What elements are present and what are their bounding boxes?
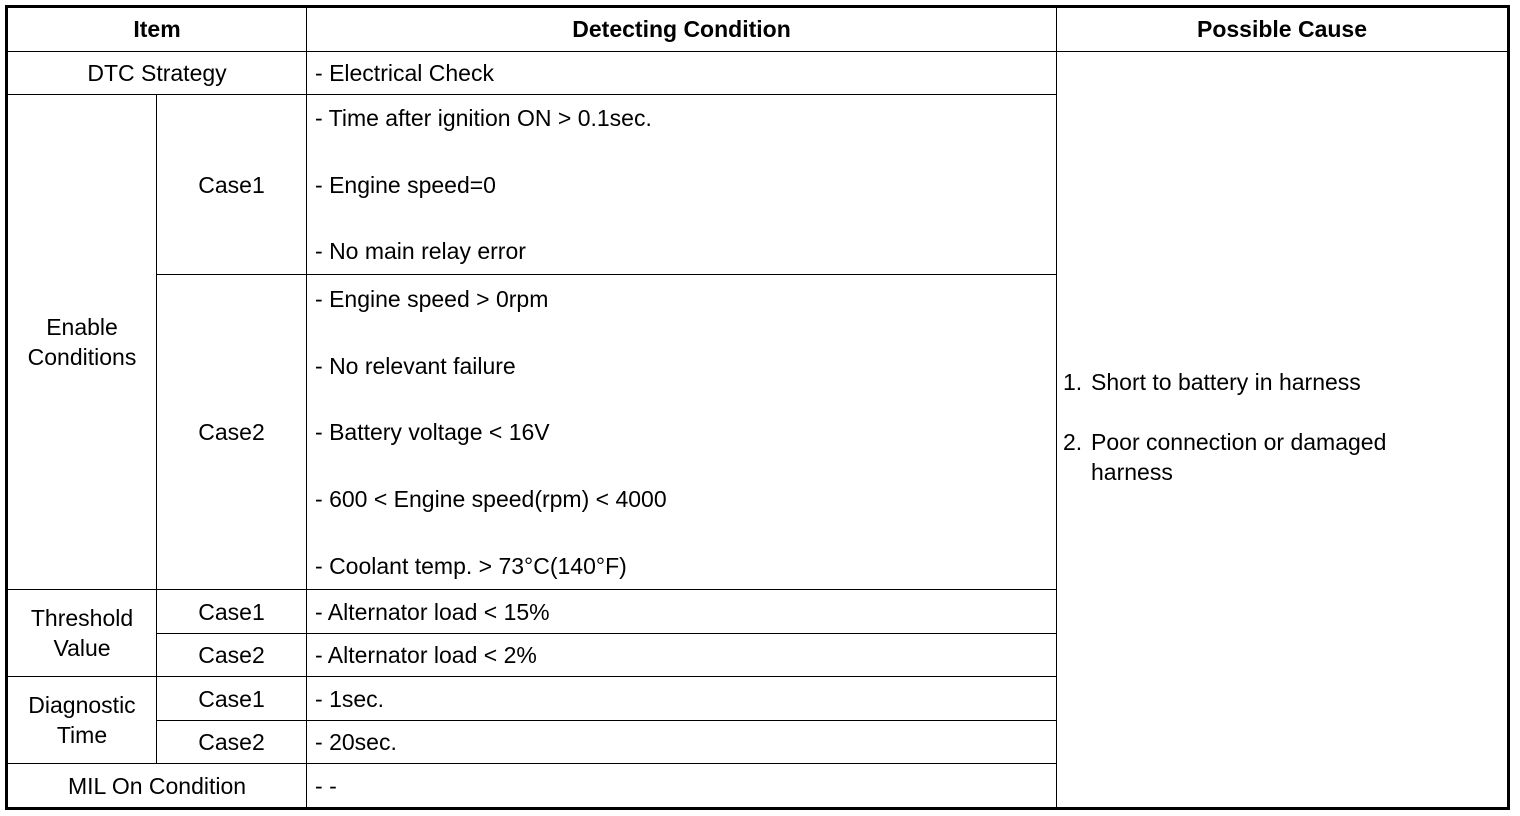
condition-line: - Time after ignition ON > 0.1sec. bbox=[315, 105, 652, 132]
mil-on-condition-label: MIL On Condition bbox=[7, 764, 307, 809]
diagnostic-case1-label: Case1 bbox=[157, 677, 307, 721]
cause-text: Poor connection or damaged harness bbox=[1091, 429, 1387, 486]
cause-number: 1. bbox=[1063, 369, 1083, 396]
header-row bbox=[7, 7, 1509, 52]
enable-case1-conditions bbox=[307, 95, 1057, 275]
diagnostic-case2-value: - 20sec. bbox=[307, 720, 1057, 764]
threshold-label bbox=[7, 590, 157, 677]
enable-case2-label: Case2 bbox=[157, 275, 307, 590]
header-detecting-condition: Detecting Condition bbox=[307, 7, 1057, 52]
diagnostic-time-label bbox=[7, 677, 157, 764]
diagnostic-time-text: Diagnostic Time bbox=[28, 692, 136, 749]
enable-conditions-text: Enable Conditions bbox=[27, 314, 137, 371]
threshold-text: Threshold Value bbox=[30, 605, 134, 662]
cause-text: Short to battery in harness bbox=[1091, 369, 1361, 396]
row-dtc-strategy bbox=[7, 51, 1509, 95]
condition-line: - No main relay error bbox=[315, 238, 526, 265]
enable-case1-label: Case1 bbox=[157, 95, 307, 275]
threshold-case1-value: - Alternator load < 15% bbox=[307, 590, 1057, 634]
cause-item bbox=[1063, 367, 1507, 397]
dtc-strategy-label: DTC Strategy bbox=[7, 51, 307, 95]
cause-number: 2. bbox=[1063, 429, 1083, 456]
dtc-table bbox=[5, 5, 1510, 810]
condition-line: - Engine speed > 0rpm bbox=[315, 286, 549, 313]
threshold-case2-value: - Alternator load < 2% bbox=[307, 633, 1057, 677]
condition-line: - Engine speed=0 bbox=[315, 171, 496, 198]
possible-cause-cell bbox=[1057, 51, 1509, 808]
mil-on-condition-value: - - bbox=[307, 764, 1057, 809]
header-possible-cause: Possible Cause bbox=[1057, 7, 1509, 52]
threshold-case2-label: Case2 bbox=[157, 633, 307, 677]
condition-line: - Battery voltage < 16V bbox=[315, 419, 550, 446]
condition-line: - Coolant temp. > 73°C(140°F) bbox=[315, 552, 627, 579]
cause-item bbox=[1063, 427, 1507, 487]
enable-case2-conditions bbox=[307, 275, 1057, 590]
dtc-strategy-value: - Electrical Check bbox=[307, 51, 1057, 95]
diagnostic-case1-value: - 1sec. bbox=[307, 677, 1057, 721]
header-item: Item bbox=[7, 7, 307, 52]
diagnostic-case2-label: Case2 bbox=[157, 720, 307, 764]
threshold-case1-label: Case1 bbox=[157, 590, 307, 634]
condition-line: - 600 < Engine speed(rpm) < 4000 bbox=[315, 485, 667, 512]
enable-conditions-label bbox=[7, 95, 157, 590]
condition-line: - No relevant failure bbox=[315, 352, 516, 379]
